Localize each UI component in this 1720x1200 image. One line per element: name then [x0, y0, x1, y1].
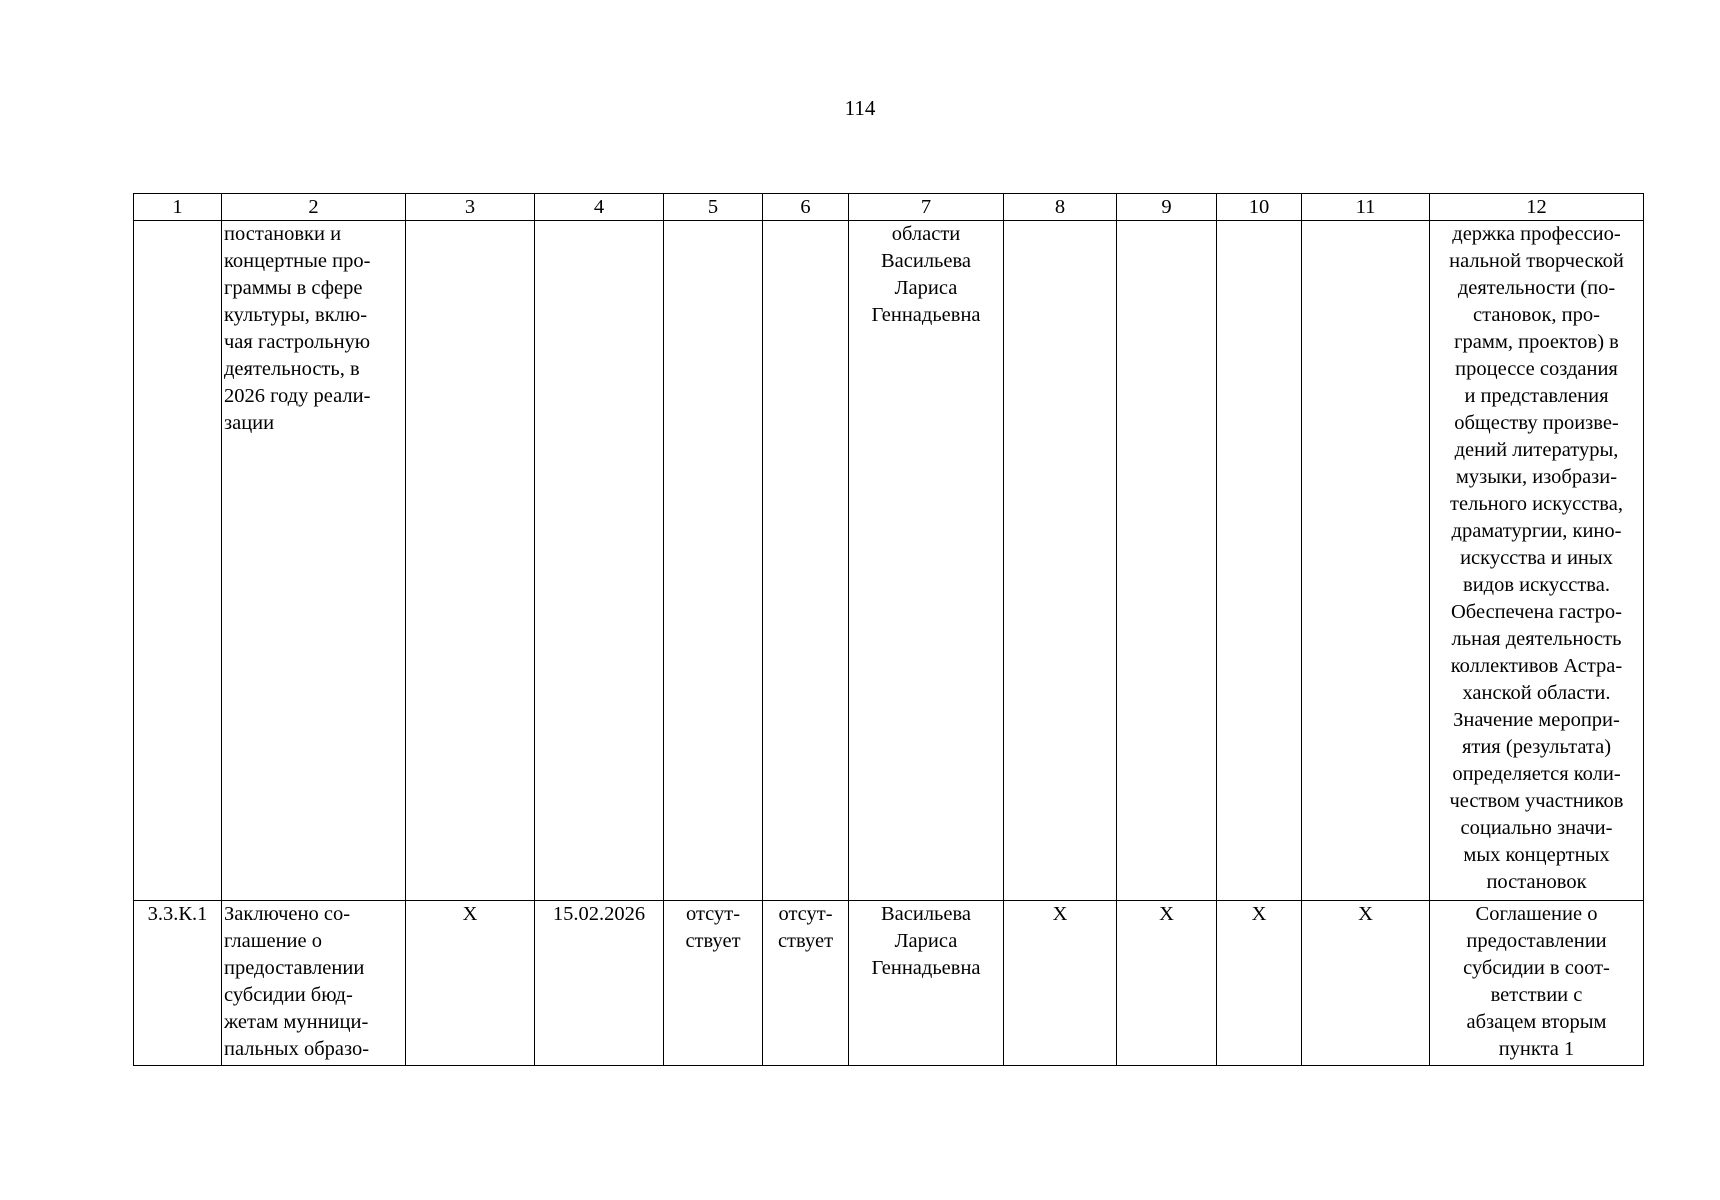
cell-number — [134, 221, 222, 901]
cell-col6 — [763, 221, 849, 901]
column-header: 8 — [1004, 194, 1117, 221]
cell-col9 — [1117, 221, 1217, 901]
cell-col4 — [535, 221, 664, 901]
page-number: 114 — [844, 96, 876, 120]
cell-col11: Х — [1302, 901, 1430, 1066]
column-header: 5 — [664, 194, 763, 221]
table-row — [134, 221, 1644, 901]
cell-responsible: Васильева Лариса Геннадьевна — [849, 901, 1004, 1066]
column-header: 11 — [1302, 194, 1430, 221]
column-header: 10 — [1217, 194, 1302, 221]
cell-number: 3.3.К.1 — [134, 901, 222, 1066]
cell-result: Соглашение о предоставлении субсидии в соот- ветствии с абзацем вторым пункта 1 — [1430, 901, 1644, 1066]
cell-description: Заключено со- глашение о предоставлении субсидии бюд- жетам мунници- пальных образо- — [222, 901, 406, 1066]
cell-col3: Х — [406, 901, 535, 1066]
cell-col5: отсут- ствует — [664, 901, 763, 1066]
column-header: 9 — [1117, 194, 1217, 221]
column-header: 4 — [535, 194, 664, 221]
cell-col5 — [664, 221, 763, 901]
cell-description: постановки и концертные про- граммы в сфере культуры, вклю- чая гастрольную деятельность, в 2026 году реали- зации — [222, 221, 406, 901]
cell-col10 — [1217, 221, 1302, 901]
cell-responsible: области Васильева Лариса Геннадьевна — [849, 221, 1004, 901]
column-header: 7 — [849, 194, 1004, 221]
data-table — [133, 193, 1644, 1066]
cell-col10: Х — [1217, 901, 1302, 1066]
column-header: 3 — [406, 194, 535, 221]
column-header: 1 — [134, 194, 222, 221]
column-header: 12 — [1430, 194, 1644, 221]
cell-col3 — [406, 221, 535, 901]
header-row — [134, 194, 1644, 221]
cell-result: держка профессио- нальной творческой деятельности (по- становок, про- грамм, проектов) в процессе создания и представления обществу произве- дений литературы, музыки, изобрази- тельного искусства, драматургии, кино- искусства и иных видов искусства. Обеспечена гастро- льная деятельность коллективов Астра- ханской области. Значение меропри- ятия (результата) определяется коли- чеством участников социально значи- мых концертных постановок — [1430, 221, 1644, 901]
column-header: 6 — [763, 194, 849, 221]
cell-col8: Х — [1004, 901, 1117, 1066]
cell-col8 — [1004, 221, 1117, 901]
cell-col6: отсут- ствует — [763, 901, 849, 1066]
column-header: 2 — [222, 194, 406, 221]
cell-date: 15.02.2026 — [535, 901, 664, 1066]
cell-col9: Х — [1117, 901, 1217, 1066]
table-row — [134, 901, 1644, 1066]
cell-col11 — [1302, 221, 1430, 901]
